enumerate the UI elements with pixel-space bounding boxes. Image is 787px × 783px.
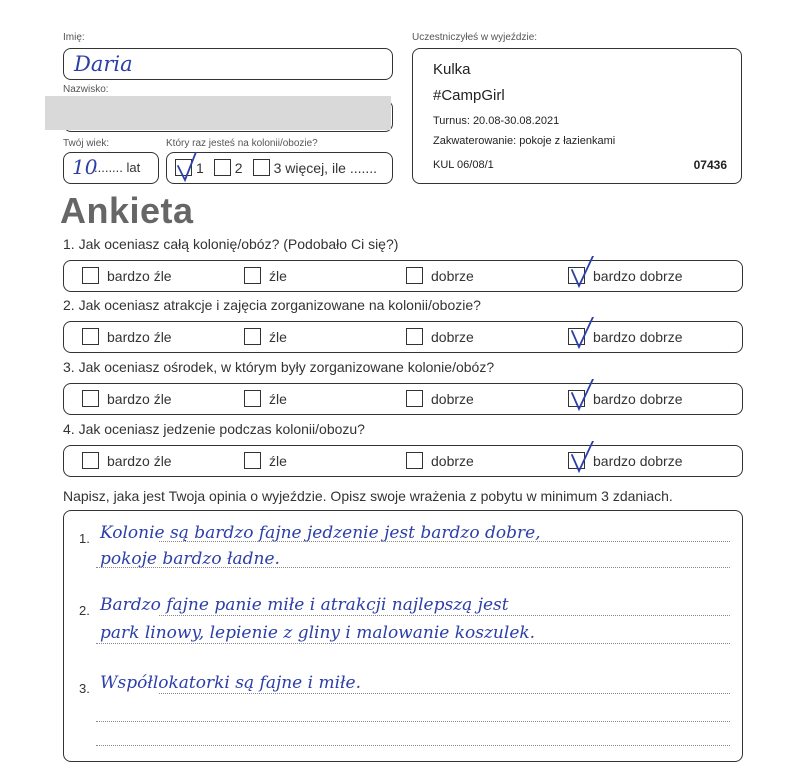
zakwaterowanie-text: Zakwaterowanie: pokoje z łazienkami [433, 135, 616, 147]
question-1-option-2[interactable] [244, 267, 287, 284]
checkbox[interactable] [406, 390, 423, 407]
option-label: bardzo dobrze [593, 452, 683, 469]
participant-line1: Kulka [433, 61, 471, 78]
checkmark-icon [569, 256, 597, 288]
option-label: bardzo źle [107, 390, 172, 407]
option-label: dobrze [431, 452, 474, 469]
option-label: dobrze [431, 328, 474, 345]
times-checkbox-3[interactable] [253, 159, 270, 176]
age-field[interactable] [63, 152, 159, 184]
ruled-line [96, 745, 730, 746]
checkbox[interactable] [244, 390, 261, 407]
ruled-line [159, 541, 730, 542]
checkbox[interactable] [244, 267, 261, 284]
option-label: bardzo źle [107, 267, 172, 284]
question-4-option-1[interactable] [82, 452, 172, 469]
checkbox[interactable] [82, 390, 99, 407]
question-4-option-3[interactable] [406, 452, 474, 469]
turnus-text: Turnus: 20.08-30.08.2021 [433, 115, 560, 127]
option-label: bardzo dobrze [593, 390, 683, 407]
option-label: źle [269, 452, 287, 469]
checkmark-icon [569, 379, 597, 411]
opinion-prompt: Napisz, jaka jest Twoja opinia o wyjeździe. Opisz swoje wrażenia z pobytu w minimum 3 zdaniach. [63, 488, 673, 504]
name-value: Daria [74, 52, 133, 76]
checkbox[interactable] [82, 267, 99, 284]
answer-number-2: 2. [79, 603, 90, 618]
question-2-option-1[interactable] [82, 328, 172, 345]
times-checkbox-2[interactable] [214, 159, 231, 176]
checkbox[interactable] [568, 267, 585, 284]
question-1-options [63, 260, 743, 292]
question-1-option-4[interactable] [568, 267, 683, 284]
ruled-line [96, 643, 730, 644]
question-3-option-2[interactable] [244, 390, 287, 407]
question-1-option-1[interactable] [82, 267, 172, 284]
checkbox[interactable] [82, 328, 99, 345]
times-label: Który raz jesteś na kolonii/obozie? [166, 138, 318, 149]
option-label: bardzo dobrze [593, 328, 683, 345]
ruled-line [96, 567, 730, 568]
answer-3-line-1: Współlokatorki są fajne i miłe. [100, 673, 362, 693]
checkbox[interactable] [568, 328, 585, 345]
question-3-options [63, 383, 743, 415]
times-opt-2-label: 2 [234, 159, 243, 176]
name-field[interactable] [63, 48, 393, 80]
answer-1-line-2: pokoje bardzo ładne. [100, 549, 280, 569]
code-text: KUL 06/08/1 [433, 159, 494, 171]
participant-label: Uczestniczyłeś w wyjeździe: [412, 32, 538, 43]
answer-number-1: 1. [79, 531, 90, 546]
question-2-option-4[interactable] [568, 328, 683, 345]
times-opt-3-label: 3 więcej, ile ....... [273, 159, 378, 176]
question-1-option-3[interactable] [406, 267, 474, 284]
question-2-option-3[interactable] [406, 328, 474, 345]
times-checkbox-1[interactable] [175, 159, 192, 176]
checkbox[interactable] [568, 452, 585, 469]
answer-2-line-1: Bardzo fajne panie miłe i atrakcji najlepszą jest [100, 595, 509, 615]
age-label: Twój wiek: [63, 138, 110, 149]
option-label: bardzo źle [107, 452, 172, 469]
age-suffix: ........ lat [94, 160, 141, 175]
question-4-options [63, 445, 743, 477]
question-3-text: 3. Jak oceniasz ośrodek, w którym były zorganizowane kolonie/obóz? [63, 359, 495, 375]
option-label: dobrze [431, 390, 474, 407]
page-title: Ankieta [60, 190, 194, 231]
surname-label: Nazwisko: [63, 84, 109, 95]
number-text: 07436 [693, 158, 727, 172]
question-4-option-4[interactable] [568, 452, 683, 469]
checkbox[interactable] [244, 452, 261, 469]
ruled-line [159, 615, 730, 616]
checkmark-icon [174, 152, 202, 184]
name-label: Imię: [63, 32, 85, 43]
question-3-option-1[interactable] [82, 390, 172, 407]
question-3-option-4[interactable] [568, 390, 683, 407]
answer-1-line-1: Kolonie są bardzo fajne jedzenie jest bardzo dobre, [100, 523, 541, 543]
checkmark-icon [569, 441, 597, 473]
ruled-line [159, 693, 730, 694]
option-label: bardzo dobrze [593, 267, 683, 284]
redaction-block [45, 96, 391, 130]
option-label: dobrze [431, 267, 474, 284]
checkbox[interactable] [406, 267, 423, 284]
times-field [166, 152, 393, 184]
question-3-option-3[interactable] [406, 390, 474, 407]
times-opt-1-label: 1 [196, 159, 204, 176]
checkbox[interactable] [82, 452, 99, 469]
participant-line2: #CampGirl [433, 87, 505, 104]
question-2-options [63, 321, 743, 353]
answer-number-3: 3. [79, 681, 90, 696]
answer-2-line-2: park linowy, lepienie z gliny i malowanie koszulek. [100, 623, 536, 643]
checkmark-icon [569, 317, 597, 349]
participant-box [412, 48, 742, 184]
question-1-text: 1. Jak oceniasz całą kolonię/obóz? (Podobało Ci się?) [63, 236, 399, 252]
checkbox[interactable] [244, 328, 261, 345]
age-value: 10 [72, 155, 98, 179]
question-4-text: 4. Jak oceniasz jedzenie podczas kolonii/obozu? [63, 421, 365, 437]
question-4-option-2[interactable] [244, 452, 287, 469]
question-2-text: 2. Jak oceniasz atrakcje i zajęcia zorganizowane na kolonii/obozie? [63, 297, 481, 313]
checkbox[interactable] [406, 328, 423, 345]
checkbox[interactable] [568, 390, 585, 407]
option-label: źle [269, 328, 287, 345]
option-label: bardzo źle [107, 328, 172, 345]
ruled-line [96, 721, 730, 722]
opinion-box[interactable] [63, 510, 743, 762]
question-2-option-2[interactable] [244, 328, 287, 345]
option-label: źle [269, 267, 287, 284]
option-label: źle [269, 390, 287, 407]
checkbox[interactable] [406, 452, 423, 469]
